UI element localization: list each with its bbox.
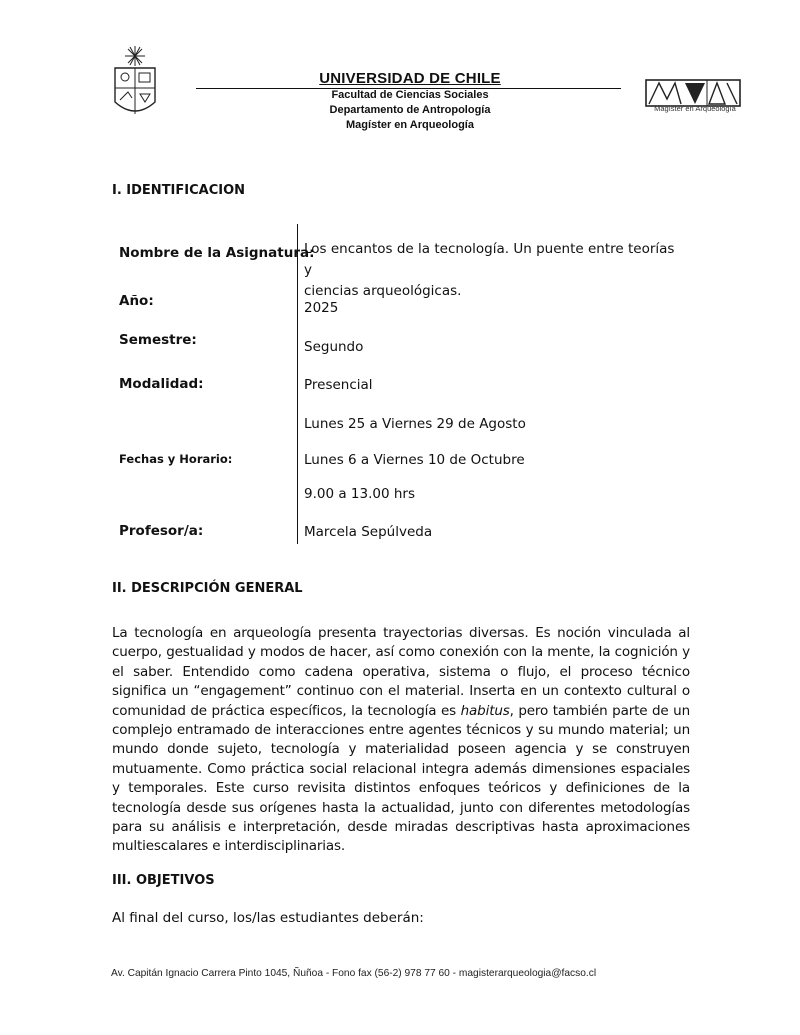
- program-name: Magíster en Arqueología: [346, 119, 474, 131]
- value-modality: Presencial: [304, 377, 373, 393]
- value-semester: Segundo: [304, 339, 364, 355]
- label-course-name: Nombre de la Asignatura:: [119, 245, 315, 261]
- description-text-start: La tecnología en arqueología presenta trayectorias diversas. Es noción vinculada al cuerpo, gestualidad y modos de hacer, así como conexión con la mente, la cognición y el saber. Entendido como cadena operativa, sistema o flujo, el proceso técnico significa un “engagement” continuo con el material. Inserta en un contexto cultural o comunidad de práctica específicos, la tecnología es: [112, 625, 690, 719]
- value-dates-2: Lunes 6 a Viernes 10 de Octubre: [304, 452, 525, 468]
- objectives-intro: Al final del curso, los/las estudiantes deberán:: [112, 910, 424, 926]
- value-dates-1: Lunes 25 a Viernes 29 de Agosto: [304, 416, 526, 432]
- description-text-end: , pero también parte de un complejo entramado de interacciones entre agentes técnicos y su mundo material; un mundo donde sujeto, tecnología y materialidad poseen agencia y se construyen mutuamente. Como práctica social relacional integra además dimensiones espaciales y temporales. Este curso revisita distintos enfoques teóricos y definiciones de la tecnología desde sus orígenes hasta la actualidad, junto con diferentes metodologías para su análisis e interpretación, desde miradas descriptivas hasta aproximaciones multiescalares e interdisciplinarias.: [112, 702, 690, 855]
- label-year: Año:: [119, 293, 154, 309]
- table-divider: [297, 224, 298, 544]
- course-name-line1: Los encantos de la tecnología. Un puente entre teorías y: [304, 241, 675, 278]
- description-text-italic: habitus: [460, 702, 510, 719]
- section-heading-description: II. DESCRIPCIÓN GENERAL: [112, 581, 303, 596]
- faculty-name: Facultad de Ciencias Sociales: [331, 89, 489, 101]
- label-modality: Modalidad:: [119, 376, 204, 392]
- footer-text: Av. Capitán Ignacio Carrera Pinto 1045, Ñuñoa - Fono fax (56-2) 978 77 60 - magisterarqueologia@facso.cl: [111, 968, 597, 979]
- course-name-line2: ciencias arqueológicas.: [304, 283, 462, 299]
- logo-caption: Magíster en Arqueología: [654, 104, 736, 113]
- section-heading-objectives: III. OBJETIVOS: [112, 873, 215, 888]
- description-paragraph: [112, 624, 690, 857]
- university-seal-icon: [110, 44, 160, 122]
- value-course-name: [304, 239, 684, 302]
- value-hours: 9.00 a 13.00 hrs: [304, 486, 415, 502]
- label-professor: Profesor/a:: [119, 523, 204, 539]
- value-year: 2025: [304, 300, 339, 316]
- value-professor: Marcela Sepúlveda: [304, 524, 433, 540]
- label-semester: Semestre:: [119, 332, 197, 348]
- section-heading-identification: I. IDENTIFICACION: [112, 183, 246, 198]
- university-title: UNIVERSIDAD DE CHILE: [319, 70, 501, 87]
- department-name: Departamento de Antropología: [329, 104, 491, 116]
- footer-contact: [111, 968, 691, 979]
- label-schedule: Fechas y Horario:: [119, 452, 233, 466]
